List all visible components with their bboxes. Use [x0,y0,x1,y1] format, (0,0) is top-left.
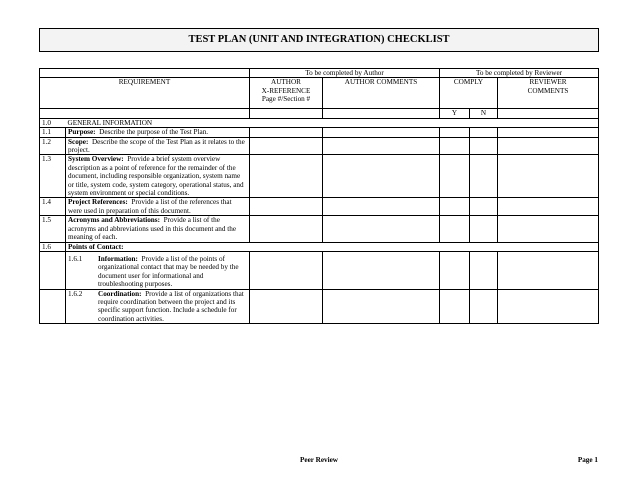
requirement-label: Coordination: [98,289,142,298]
author-comments-cell[interactable] [323,137,440,155]
reviewer-comments-cell[interactable] [498,128,599,137]
table-row [40,198,599,216]
requirement-label: System Overview: [68,155,124,164]
page-number: Page 1 [577,456,598,464]
xref-cell[interactable] [250,251,323,289]
requirement-cell [66,216,250,242]
row-number: 1.6 [40,242,66,251]
no-header: N [470,109,498,118]
section-title: GENERAL INFORMATION [66,118,599,127]
requirement-cell [66,242,599,251]
comply-no-cell[interactable] [470,289,498,324]
requirement-text: Provide a list of the references that were used in preparation of this document. [68,198,232,215]
reviewer-comments-line2: COMMENTS [527,86,569,95]
comply-yes-cell[interactable] [440,137,470,155]
requirement-label: Purpose: [68,128,96,137]
row-number [40,289,66,324]
requirement-text: Describe the scope of the Test Plan as it relates to the project. [68,137,245,155]
column-header-row [40,78,599,109]
requirement-cell [66,137,250,155]
reviewer-comments-cell[interactable] [498,198,599,216]
comply-yes-cell[interactable] [440,155,470,198]
comply-no-cell[interactable] [470,137,498,155]
requirement-text: Provide a list of the acronyms and abbreviations used in this document and the meaning of each. [68,216,237,242]
table-row [40,289,599,324]
author-comments-cell[interactable] [323,128,440,137]
row-number: 1.2 [40,137,66,155]
xref-cell[interactable] [250,128,323,137]
reviewer-comments-line1: REVIEWER [529,78,567,87]
reviewer-comments-cell[interactable] [498,289,599,324]
requirement-cell [66,251,250,289]
xref-header-line2: X-REFERENCE [261,86,311,95]
comply-yes-cell[interactable] [440,216,470,242]
reviewer-comments-cell[interactable] [498,216,599,242]
comply-yes-cell[interactable] [440,128,470,137]
comply-no-cell[interactable] [470,198,498,216]
requirement-text: Provide a brief system overview description as a point of reference for the remainder of the document, including responsible organization, system name or title, system code, system category, operational status, and system environment or special conditions. [68,155,244,198]
comply-no-cell[interactable] [470,216,498,242]
author-comments-cell[interactable] [323,216,440,242]
reviewer-comments-cell[interactable] [498,155,599,198]
row-number: 1.3 [40,155,66,198]
comply-no-cell[interactable] [470,251,498,289]
author-comments-cell[interactable] [323,198,440,216]
requirement-label: Project References: [68,198,128,207]
reviewer-group-header: To be completed by Reviewer [440,69,599,78]
table-row [40,242,599,251]
xref-header [250,78,323,109]
footer-doc-label: Peer Review [300,456,338,464]
requirement-text: Provide a list of the points of organizational contact that may be needed by the document user for informational and troubleshooting purposes. [98,254,239,289]
requirement-cell [66,198,250,216]
requirement-cell [66,128,250,137]
author-group-header: To be completed by Author [250,69,440,78]
row-number: 1.4 [40,198,66,216]
yes-header: Y [440,109,470,118]
xref-header-line3: Page #/Section # [261,95,311,104]
requirement-cell [66,155,250,198]
author-comments-header: AUTHOR COMMENTS [323,78,440,109]
table-row [40,251,599,289]
table-row [40,137,599,155]
xref-cell[interactable] [250,289,323,324]
checklist-table [39,68,599,324]
requirement-label: Information: [98,254,138,263]
requirement-label: Scope: [68,137,89,146]
row-number [40,251,66,289]
reviewer-comments-header [498,78,599,109]
comply-no-cell[interactable] [470,128,498,137]
requirement-cell [66,289,250,324]
subrow-number: 1.6.2 [68,289,83,298]
subrow-number: 1.6.1 [68,254,83,263]
author-comments-cell[interactable] [323,251,440,289]
reviewer-comments-cell[interactable] [498,251,599,289]
page-title: TEST PLAN (UNIT AND INTEGRATION) CHECKLIST [39,28,599,52]
section-number: 1.0 [40,118,66,127]
author-comments-cell[interactable] [323,155,440,198]
requirement-text: Provide a list of organizations that require coordination between the project and its specific support function. Include a schedule for coordination activities. [98,289,244,323]
xref-header-line1: AUTHOR [271,78,301,87]
xref-cell[interactable] [250,216,323,242]
table-row [40,128,599,137]
reviewer-comments-cell[interactable] [498,137,599,155]
comply-yes-cell[interactable] [440,251,470,289]
section-row [40,118,599,127]
comply-yes-cell[interactable] [440,198,470,216]
requirement-header: REQUIREMENT [40,78,250,109]
row-number: 1.5 [40,216,66,242]
table-row [40,155,599,198]
xref-cell[interactable] [250,137,323,155]
comply-yes-cell[interactable] [440,289,470,324]
table-row [40,216,599,242]
author-comments-cell[interactable] [323,289,440,324]
xref-cell[interactable] [250,198,323,216]
xref-cell[interactable] [250,155,323,198]
requirement-label: Points of Contact: [68,242,124,251]
yn-header-row [40,109,599,118]
comply-header: COMPLY [440,78,498,109]
row-number: 1.1 [40,128,66,137]
comply-no-cell[interactable] [470,155,498,198]
requirement-label: Acronyms and Abbreviations: [68,216,160,225]
group-header-row [40,69,599,78]
requirement-text: Describe the purpose of the Test Plan. [99,128,209,137]
